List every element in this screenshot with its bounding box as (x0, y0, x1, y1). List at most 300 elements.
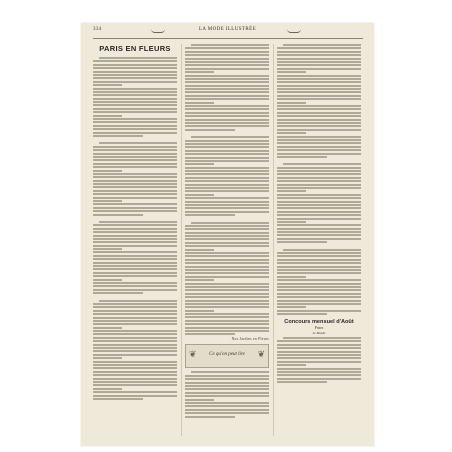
text-line (277, 91, 361, 93)
text-line (93, 245, 177, 247)
text-block (93, 57, 177, 137)
text-line (93, 258, 177, 260)
text-line (93, 381, 177, 383)
text-line (93, 310, 177, 312)
text-line (185, 207, 269, 209)
text-line (93, 210, 177, 212)
text-line (185, 54, 269, 56)
text-line (93, 214, 143, 216)
text-line (185, 228, 269, 230)
text-line (93, 364, 177, 366)
text-line (277, 139, 361, 141)
text-line (185, 140, 269, 142)
text-line (93, 149, 177, 151)
text-line (185, 68, 269, 70)
text-line (185, 47, 269, 49)
text-line (185, 385, 269, 387)
text-line (277, 98, 361, 100)
text-line (93, 388, 122, 390)
text-line (277, 364, 306, 366)
text-column-1 (93, 44, 177, 436)
text-line (185, 238, 269, 240)
text-line (277, 177, 361, 179)
text-line (277, 228, 361, 230)
text-line (277, 286, 361, 288)
text-line (277, 142, 361, 144)
text-line (185, 64, 269, 66)
text-line (185, 61, 269, 63)
text-line (277, 173, 361, 175)
text-line (277, 241, 327, 243)
text-line (185, 375, 269, 377)
text-line (277, 95, 361, 97)
text-line (99, 57, 177, 59)
text-line (93, 183, 177, 185)
text-line (185, 85, 269, 87)
text-line (93, 101, 177, 103)
text-line (185, 75, 269, 77)
text-line (191, 136, 269, 138)
text-line (93, 173, 177, 175)
text-line (185, 245, 269, 247)
text-line (277, 374, 361, 376)
text-line (93, 272, 177, 274)
text-line (93, 228, 177, 230)
text-line (185, 160, 269, 162)
text-line (277, 81, 361, 83)
text-line (185, 293, 269, 295)
text-line (93, 231, 177, 233)
text-line (277, 279, 361, 281)
text-line (277, 156, 327, 158)
illustration-title: Ce qu'on peut lire (209, 352, 245, 358)
text-line (185, 327, 269, 329)
text-line (185, 173, 269, 175)
text-line (277, 71, 306, 73)
text-line (277, 132, 306, 134)
text-line (185, 204, 269, 206)
text-line (93, 121, 177, 123)
text-line (93, 306, 177, 308)
text-line (93, 361, 177, 363)
text-line (185, 194, 214, 196)
text-line (185, 108, 269, 110)
contest-subtitle: Prises (314, 326, 324, 331)
text-line (99, 221, 177, 223)
text-line (277, 112, 361, 114)
article-title: PARIS EN FLEURS (99, 44, 171, 53)
text-line (277, 238, 361, 240)
text-line (185, 262, 269, 264)
text-line (93, 98, 177, 100)
text-line (93, 268, 177, 270)
text-line (93, 108, 177, 110)
text-line (93, 395, 177, 397)
text-line (185, 143, 269, 145)
text-block (185, 371, 269, 417)
text-line (283, 163, 361, 165)
text-line (277, 262, 361, 264)
text-line (277, 184, 361, 186)
text-line (93, 333, 177, 335)
text-line (283, 249, 361, 251)
text-line (185, 98, 269, 100)
text-line (185, 266, 269, 268)
text-line (185, 269, 269, 271)
text-line (185, 146, 269, 148)
text-line (277, 105, 361, 107)
text-line (185, 187, 269, 189)
text-line (93, 317, 177, 319)
text-block (93, 300, 177, 400)
text-line (185, 184, 269, 186)
text-line (93, 224, 177, 226)
text-line (93, 265, 177, 267)
text-line (185, 170, 269, 172)
text-line (93, 279, 122, 281)
text-line (277, 368, 361, 370)
text-line (185, 286, 269, 288)
text-line (93, 374, 177, 376)
text-line (277, 122, 361, 124)
page-number: 334 (93, 27, 102, 32)
header-ornament-right (287, 29, 301, 33)
text-line (93, 104, 177, 106)
text-line (93, 303, 177, 305)
text-line (93, 203, 177, 205)
contest-title: Concours mensuel d'Août (284, 319, 354, 326)
text-line (185, 382, 269, 384)
text-line (185, 153, 269, 155)
text-line (93, 350, 177, 352)
text-line (283, 44, 361, 46)
text-line (185, 125, 269, 127)
text-line (93, 262, 177, 264)
text-column-2 (185, 44, 269, 436)
text-line (185, 129, 235, 131)
text-line (277, 201, 361, 203)
text-line (93, 94, 177, 96)
text-line (185, 157, 269, 159)
text-line (277, 149, 361, 151)
text-line (99, 142, 177, 144)
text-line (277, 51, 361, 53)
text-line (93, 84, 122, 86)
text-line (277, 221, 306, 223)
text-line (277, 211, 361, 213)
text-line (185, 259, 269, 261)
text-line (93, 289, 177, 291)
text-line (185, 330, 269, 332)
text-line (93, 344, 177, 346)
text-line (277, 194, 361, 196)
text-line (185, 91, 269, 93)
text-line (93, 88, 177, 90)
text-line (277, 180, 361, 182)
text-line (277, 351, 361, 353)
text-line (93, 197, 177, 199)
text-line (185, 395, 269, 397)
text-line (93, 354, 177, 356)
text-line (277, 371, 361, 373)
text-line (185, 71, 214, 73)
text-line (185, 310, 214, 312)
text-block (185, 222, 269, 336)
text-line (185, 316, 269, 318)
text-line (93, 241, 177, 243)
text-line (277, 354, 361, 356)
text-block (277, 163, 361, 243)
text-line (277, 197, 361, 199)
text-line (93, 74, 177, 76)
text-line (185, 112, 269, 114)
flower-sprig-icon: ❦ (257, 349, 265, 360)
text-line (185, 279, 214, 281)
text-line (93, 313, 177, 315)
article-signature: Nos Jardins en Fleurs (231, 337, 269, 342)
text-line (185, 276, 269, 278)
text-block (277, 337, 361, 383)
illustration-banner (185, 344, 269, 368)
text-line (93, 190, 177, 192)
text-line (93, 193, 177, 195)
text-line (93, 180, 177, 182)
text-line (277, 381, 327, 383)
text-line (277, 296, 361, 298)
text-line (185, 122, 269, 124)
text-line (93, 327, 122, 329)
text-block (93, 142, 177, 215)
text-line (277, 300, 361, 302)
text-line (277, 125, 361, 127)
text-line (277, 313, 327, 315)
text-line (93, 255, 177, 257)
text-line (93, 323, 177, 325)
text-line (277, 136, 361, 138)
text-line (185, 102, 214, 104)
text-line (185, 197, 269, 199)
text-line (185, 249, 214, 251)
text-line (277, 214, 361, 216)
text-line (283, 337, 361, 339)
text-line (185, 320, 269, 322)
text-line (185, 177, 269, 179)
text-line (277, 344, 361, 346)
text-line (277, 68, 361, 70)
text-line (93, 60, 177, 62)
text-line (185, 105, 269, 107)
text-line (277, 269, 361, 271)
text-line (93, 125, 177, 127)
text-line (277, 303, 361, 305)
text-line (277, 266, 361, 268)
text-line (191, 371, 269, 373)
text-line (185, 81, 269, 83)
text-line (93, 235, 177, 237)
text-line (93, 337, 177, 339)
text-line (277, 361, 361, 363)
text-line (93, 282, 177, 284)
text-line (277, 224, 361, 226)
text-line (93, 118, 177, 120)
text-block (277, 44, 361, 158)
text-line (93, 176, 177, 178)
text-line (277, 289, 361, 291)
text-line (185, 409, 269, 411)
text-line (277, 293, 361, 295)
text-line (93, 391, 177, 393)
magazine-page (81, 23, 374, 446)
text-line (93, 115, 122, 117)
text-line (185, 378, 269, 380)
text-line (185, 58, 269, 60)
text-line (93, 398, 143, 400)
text-line (185, 283, 269, 285)
text-line (277, 218, 361, 220)
text-line (185, 272, 269, 274)
text-line (93, 367, 177, 369)
text-line (185, 163, 214, 165)
text-line (93, 357, 122, 359)
text-line (185, 115, 269, 117)
text-line (93, 77, 177, 79)
text-line (277, 252, 361, 254)
text-line (185, 300, 269, 302)
text-line (185, 190, 269, 192)
text-line (277, 340, 361, 342)
text-line (277, 115, 361, 117)
text-line (93, 248, 122, 250)
text-line (93, 186, 177, 188)
text-line (185, 78, 269, 80)
text-line (185, 201, 269, 203)
text-line (185, 303, 269, 305)
column-separator (181, 44, 182, 436)
text-line (93, 153, 177, 155)
text-line (93, 64, 177, 66)
text-line (185, 289, 269, 291)
text-line (93, 207, 177, 209)
text-line (185, 392, 269, 394)
text-line (185, 306, 269, 308)
text-line (277, 78, 361, 80)
text-line (277, 153, 361, 155)
text-line (277, 85, 361, 87)
text-line (93, 292, 143, 294)
text-line (185, 235, 269, 237)
text-line (185, 51, 269, 53)
text-line (93, 275, 177, 277)
text-line (185, 313, 269, 315)
text-line (277, 347, 361, 349)
text-line (277, 47, 361, 49)
text-line (93, 320, 177, 322)
text-line (277, 283, 361, 285)
text-line (185, 388, 269, 390)
text-line (185, 405, 269, 407)
text-line (277, 231, 361, 233)
text-line (185, 252, 269, 254)
text-line (185, 225, 269, 227)
text-line (93, 156, 177, 158)
text-line (277, 276, 306, 278)
text-line (277, 146, 361, 148)
text-block (185, 136, 269, 216)
text-line (185, 214, 235, 216)
text-line (185, 88, 269, 90)
text-line (277, 234, 361, 236)
text-line (277, 357, 361, 359)
text-line (277, 88, 361, 90)
text-line (277, 310, 361, 312)
text-line (93, 371, 177, 373)
text-line (277, 108, 361, 110)
text-line (93, 135, 143, 137)
text-line (93, 347, 177, 349)
text-line (185, 296, 269, 298)
text-line (277, 255, 361, 257)
column-separator (273, 44, 274, 436)
text-block (185, 44, 269, 131)
text-line (185, 416, 235, 418)
text-line (93, 251, 177, 253)
text-line (93, 170, 122, 172)
text-line (185, 323, 269, 325)
text-line (277, 207, 361, 209)
text-line (93, 166, 177, 168)
text-line (99, 300, 177, 302)
text-line (93, 384, 177, 386)
text-line (185, 232, 269, 234)
text-line (277, 54, 361, 56)
text-line (277, 259, 361, 261)
text-line (93, 378, 177, 380)
text-block (93, 221, 177, 294)
text-line (93, 159, 177, 161)
header-rule (93, 38, 363, 39)
text-line (277, 306, 306, 308)
text-column-3 (277, 44, 361, 436)
text-line (277, 102, 306, 104)
text-line (191, 222, 269, 224)
text-line (93, 200, 122, 202)
text-line (277, 119, 361, 121)
text-line (185, 333, 235, 335)
text-line (93, 132, 177, 134)
text-line (93, 146, 177, 148)
text-line (277, 187, 361, 189)
text-line (93, 81, 177, 83)
text-line (277, 170, 361, 172)
text-line (185, 167, 269, 169)
text-line (185, 211, 269, 213)
text-line (277, 190, 306, 192)
text-line (277, 64, 361, 66)
text-line (277, 75, 361, 77)
text-line (277, 167, 361, 169)
flower-sprig-icon: ❦ (189, 349, 197, 360)
contest-subtitle-2: Le Monde (312, 331, 326, 336)
text-line (185, 119, 269, 121)
text-line (93, 163, 177, 165)
text-line (93, 330, 177, 332)
text-line (277, 272, 361, 274)
text-block (277, 249, 361, 315)
running-title: LA MODE ILLUSTRÉE (198, 27, 257, 32)
text-line (93, 71, 177, 73)
text-line (93, 67, 177, 69)
text-line (191, 44, 269, 46)
